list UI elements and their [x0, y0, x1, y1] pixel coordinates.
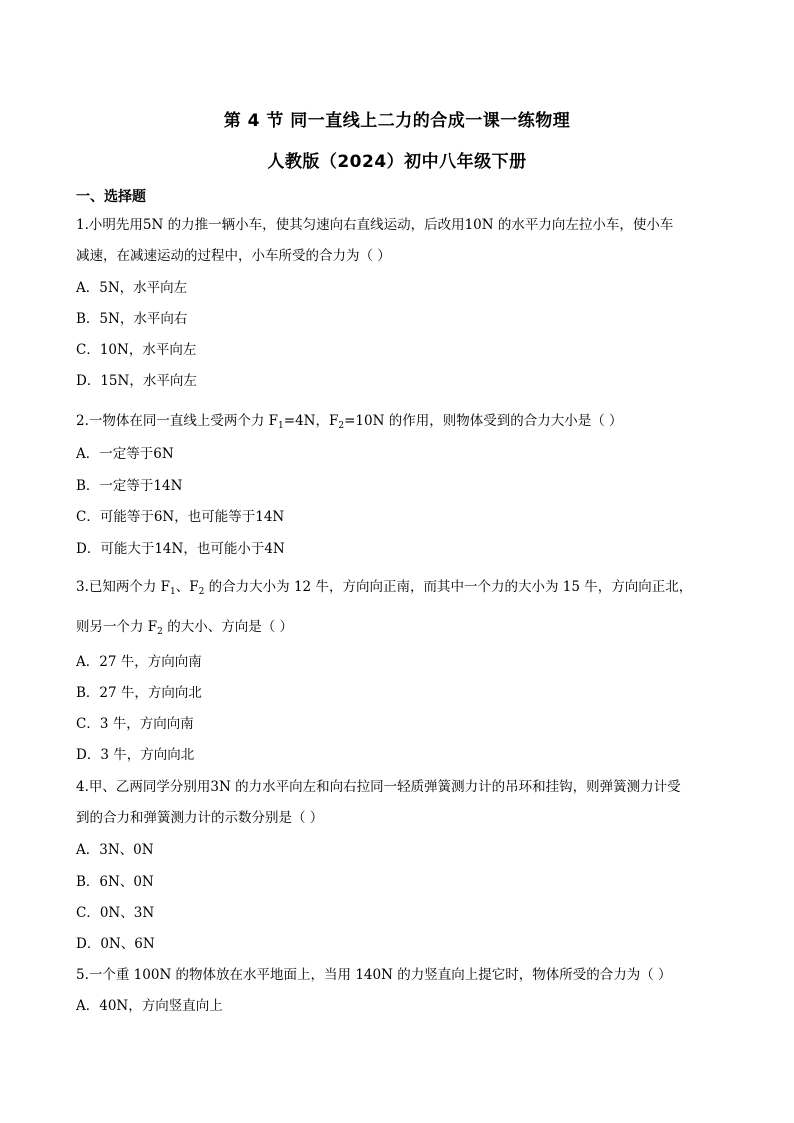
subscript-1: 1 — [170, 587, 176, 597]
question-4-stem-line-1: 4.甲、乙两同学分别用3N 的力水平向左和向右拉同一轻质弹簧测力计的吊环和挂钩，则弹簧测力计受 — [76, 779, 681, 795]
subscript-2: 2 — [338, 421, 345, 431]
subscript-1: 1 — [278, 421, 284, 431]
question-5-stem: 5.一个重 100N 的物体放在水平地面上，当用 140N 的力竖直向上提它时，物体所受的合力为（ ） — [76, 967, 672, 983]
question-2-option-a: A．一定等于6N — [76, 446, 174, 462]
question-3-option-c: C．3 牛，方向向南 — [76, 716, 194, 732]
question-3-stem-text-4: 则另一个力 F — [76, 619, 158, 635]
question-2-option-d: D．可能大于14N，也可能小于4N — [76, 541, 285, 557]
question-5-option-a: A．40N，方向竖直向上 — [76, 998, 223, 1014]
question-4-option-b: B．6N、0N — [76, 874, 154, 890]
subscript-2: 2 — [198, 587, 205, 597]
question-3-stem-text-5: 的大小、方向是（ ） — [162, 619, 293, 635]
question-4-option-c: C．0N、3N — [76, 905, 155, 921]
question-1-stem-line-1: 1.小明先用5N 的力推一辆小车，使其匀速向右直线运动，后改用10N 的水平力向左拉小车，使小车 — [76, 217, 674, 233]
section-heading: 一、选择题 — [76, 189, 146, 205]
question-2-stem-text-2: =4N，F — [283, 413, 339, 429]
question-4-option-d: D．0N、6N — [76, 936, 155, 952]
question-3-option-d: D．3 牛，方向向北 — [76, 747, 195, 763]
question-3-option-a: A．27 牛，方向向南 — [76, 654, 202, 670]
question-1-option-a: A．5N，水平向左 — [76, 280, 188, 296]
question-3-stem-line-2 — [76, 618, 293, 636]
document-title: 第 4 节 同一直线上二力的合成一课一练物理 — [223, 111, 571, 131]
question-1-stem-line-2: 减速，在减速运动的过程中，小车所受的合力为（ ） — [76, 248, 391, 264]
question-2-stem-text-1: 2.一物体在同一直线上受两个力 F — [76, 413, 279, 429]
question-3-stem-text-1: 3.已知两个力 F — [76, 579, 171, 595]
question-1-option-b: B．5N，水平向右 — [76, 311, 188, 327]
question-4-option-a: A．3N、0N — [76, 842, 154, 858]
question-3-option-b: B．27 牛，方向向北 — [76, 685, 202, 701]
question-3-stem-line-1 — [76, 578, 692, 596]
question-2-stem — [76, 412, 623, 430]
question-3-stem-text-2: 、F — [175, 579, 199, 595]
subscript-2: 2 — [157, 627, 163, 637]
question-4-stem-line-2: 到的合力和弹簧测力计的示数分别是（ ） — [76, 810, 324, 826]
question-2-option-c: C．可能等于6N，也可能等于14N — [76, 509, 285, 525]
question-2-stem-text-3: =10N 的作用，则物体受到的合力大小是（ ） — [344, 413, 623, 429]
question-1-option-c: C．10N，水平向左 — [76, 342, 197, 358]
question-2-option-b: B．一定等于14N — [76, 478, 183, 494]
document-subtitle: 人教版（2024）初中八年级下册 — [267, 152, 527, 172]
question-3-stem-text-3: 的合力大小为 12 牛，方向向正南，而其中一个力的大小为 15 牛，方向向正北， — [204, 579, 693, 595]
question-1-option-d: D．15N，水平向左 — [76, 373, 197, 389]
